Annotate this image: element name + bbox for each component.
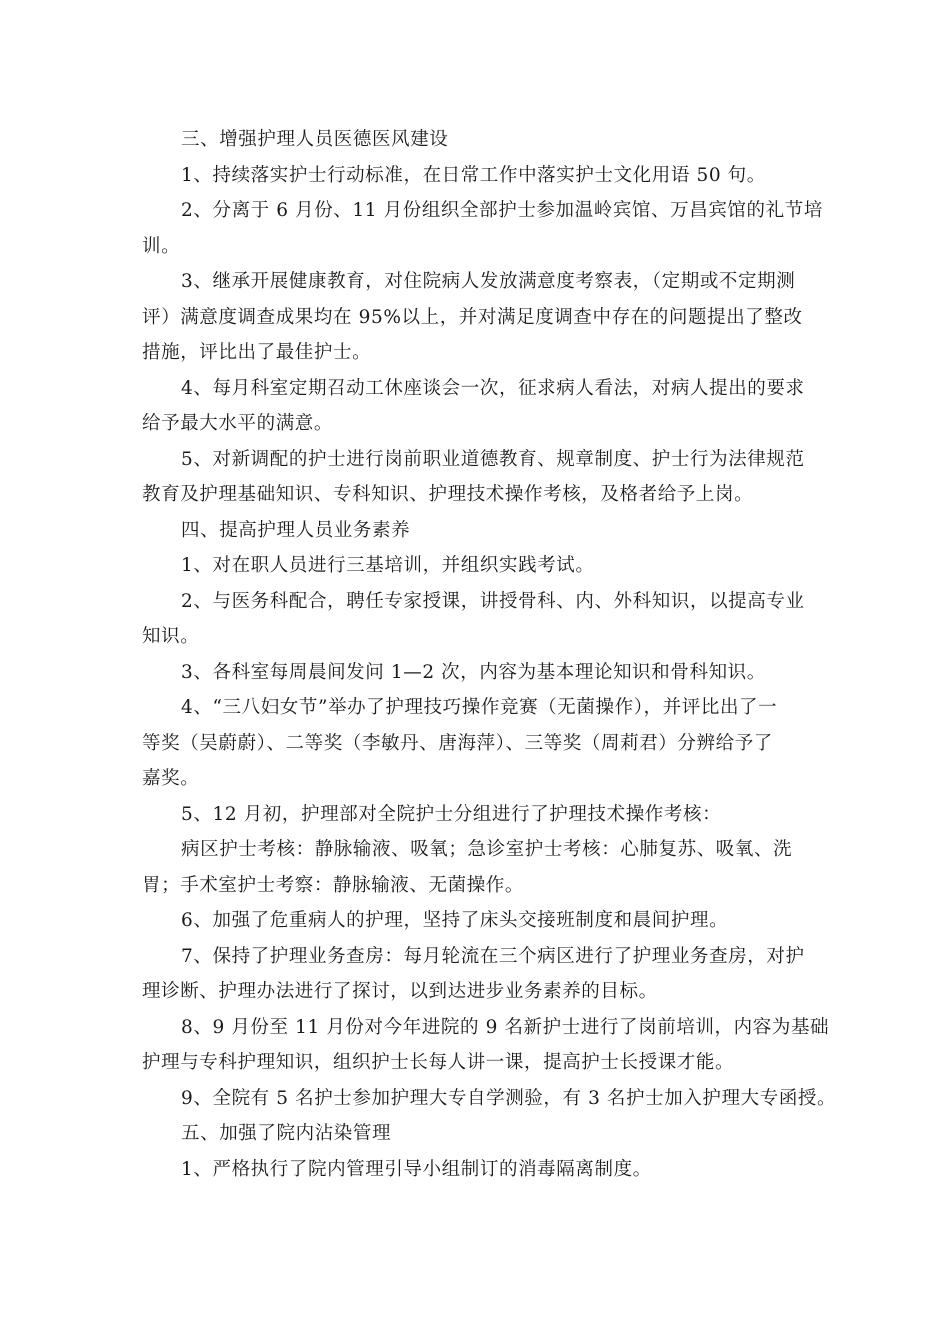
text-line: 1、对在职人员进行三基培训，并组织实践考试。 — [181, 555, 595, 576]
text-line: 5、12 月初，护理部对全院护士分组进行了护理技术操作考核： — [181, 803, 722, 825]
section-heading-4 — [142, 513, 812, 549]
paragraph-4-8 — [142, 1010, 830, 1081]
text-line: 三、增强护理人员医德医风建设 — [181, 129, 449, 150]
text-line: 护理与专科护理知识，组织护士长每人讲一课，提高护士长授课才能。 — [142, 1052, 735, 1073]
paragraph-5-1 — [142, 1152, 812, 1188]
paragraph-4-1 — [142, 548, 812, 584]
paragraph-4-4 — [142, 690, 812, 797]
text-line: 知识。 — [142, 626, 200, 647]
text-line: 1、持续落实护士行动标准，在日常工作中落实护士文化用语 50 句。 — [181, 164, 766, 186]
text-line: 5、对新调配的护士进行岗前职业道德教育、规章制度、护士行为法律规范 — [181, 448, 805, 470]
paragraph-3-3 — [142, 264, 812, 371]
text-line: 9、全院有 5 名护士参加护理大专自学测验，有 3 名护士加入护理大专函授。 — [181, 1087, 837, 1109]
text-line: 6、加强了危重病人的护理，坚持了床头交接班制度和晨间护理。 — [181, 910, 729, 931]
text-line: 2、分离于 6 月份、11 月份组织全部护士参加温岭宾馆、万昌宾馆的礼节培 — [181, 200, 823, 221]
text-line: 理诊断、护理办法进行了探讨，以到达进步业务素养的目标。 — [142, 981, 658, 1002]
section-heading-3 — [142, 122, 812, 158]
text-line: 措施，评比出了最佳护士。 — [142, 342, 372, 363]
text-line: 四、提高护理人员业务素养 — [181, 519, 411, 541]
document-page — [142, 122, 837, 1187]
text-line: 3、各科室每周晨间发问 1—2 次，内容为基本理论知识和骨科知识。 — [181, 661, 766, 683]
paragraph-4-3 — [142, 655, 812, 691]
text-line: 胃；手术室护士考察：静脉输液、无菌操作。 — [142, 874, 525, 896]
paragraph-4-5 — [142, 797, 812, 833]
paragraph-3-2 — [142, 193, 823, 264]
text-line: 7、保持了护理业务查房：每月轮流在三个病区进行了护理业务查房，对护 — [181, 945, 805, 967]
text-line: 评）满意度调查成果均在 95%以上，并对满足度调查中存在的问题提出了整改 — [142, 306, 803, 328]
paragraph-4-5-detail — [142, 832, 812, 903]
text-line: 训。 — [142, 235, 181, 257]
text-line: 3、继承开展健康教育，对住院病人发放满意度考察表，（定期或不定期测 — [181, 271, 796, 292]
text-line: 4、“三八妇女节”举办了护理技巧操作竞赛（无菌操作），并评比出了一 — [181, 697, 778, 718]
paragraph-3-5 — [142, 442, 812, 513]
paragraph-4-7 — [142, 939, 812, 1010]
text-line: 等奖（吴蔚蔚）、二等奖（李敏丹、唐海萍）、三等奖（周莉君）分辨给予了 — [142, 732, 773, 754]
text-line: 8、9 月份至 11 月份对今年进院的 9 名新护士进行了岗前培训，内容为基础 — [181, 1016, 830, 1038]
text-line: 给予最大水平的满意。 — [142, 413, 334, 434]
paragraph-3-1 — [142, 158, 812, 194]
paragraph-3-4 — [142, 371, 812, 442]
text-line: 嘉奖。 — [142, 768, 200, 789]
text-line: 2、与医务科配合，聘任专家授课，讲授骨科、内、外科知识，以提高专业 — [181, 590, 805, 612]
text-line: 4、每月科室定期召动工休座谈会一次，征求病人看法，对病人提出的要求 — [181, 377, 805, 399]
text-line: 教育及护理基础知识、专科知识、护理技术操作考核，及格者给予上岗。 — [142, 484, 754, 505]
text-line: 1、严格执行了院内管理引导小组制订的消毒隔离制度。 — [181, 1158, 652, 1180]
paragraph-4-2 — [142, 584, 812, 655]
text-line: 病区护士考核：静脉输液、吸氧；急诊室护士考核：心肺复苏、吸氧、洗 — [181, 839, 793, 860]
paragraph-4-9 — [142, 1081, 837, 1117]
text-line: 五、加强了院内沾染管理 — [181, 1123, 392, 1144]
section-heading-5 — [142, 1116, 812, 1152]
paragraph-4-6 — [142, 903, 812, 939]
